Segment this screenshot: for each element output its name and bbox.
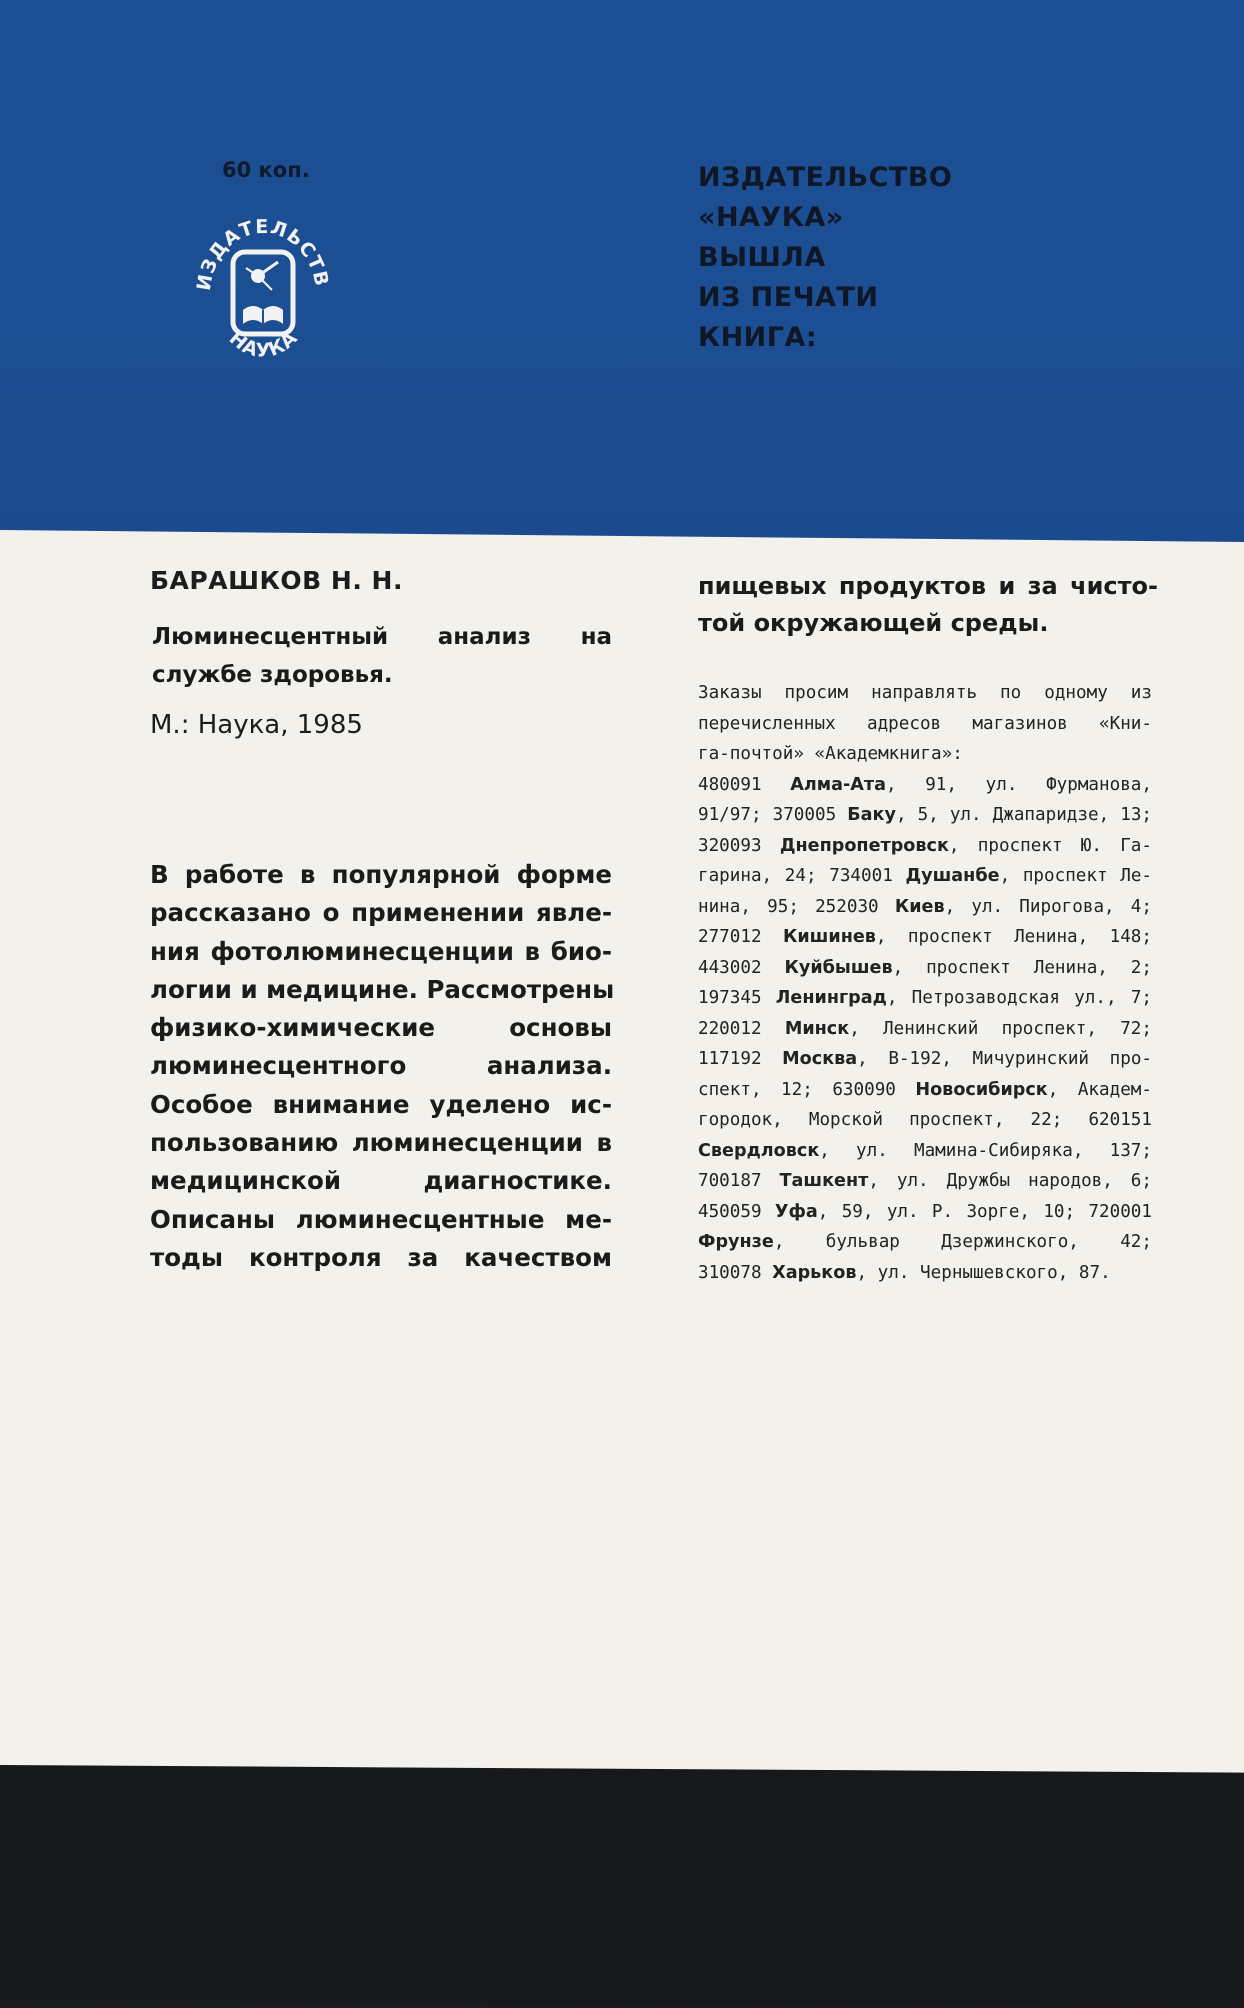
address-text: городок, Морской проспект, 22; 620151: [698, 1110, 1152, 1130]
address-text: , проспект Ле-: [999, 866, 1152, 886]
abstract-line: рассказано о применении явле-: [150, 898, 612, 928]
address-text: 277012: [698, 927, 783, 947]
address-line: [698, 953, 1152, 984]
address-text: , 59, ул. Р. Зорге, 10; 720001: [817, 1201, 1152, 1222]
city-name: Ленинград: [775, 988, 887, 1008]
city-name: Киев: [894, 896, 945, 917]
city-name: Алма-Ата: [790, 774, 886, 795]
orders-intro-line: перечисленных адресов магазинов «Кни-: [698, 713, 1152, 734]
abstract-line: той окружающей среды.: [698, 609, 1049, 637]
address-text: 91/97; 370005: [698, 805, 848, 825]
announcement-line: ВЫШЛА: [698, 242, 826, 273]
address-text: , проспект Ленина, 148;: [875, 927, 1152, 947]
address-text: , Петрозаводская ул., 7;: [886, 988, 1152, 1008]
city-name: Харьков: [772, 1262, 857, 1283]
address-text: , ул. Мамина-Сибиряка, 137;: [819, 1140, 1152, 1161]
address-text: , ул. Дружбы народов, 6;: [868, 1171, 1152, 1191]
address-line: [698, 1044, 1152, 1075]
abstract-line: В работе в популярной форме: [150, 860, 612, 889]
address-text: , бульвар Дзержинского, 42;: [773, 1232, 1152, 1252]
address-text: , Ленинский проспект, 72;: [849, 1018, 1152, 1039]
address-line: [698, 861, 1152, 892]
address-text: 320093: [698, 835, 780, 856]
announcement-line: «НАУКА»: [698, 202, 844, 233]
abstract-line: логии и медицине. Рассмотрены: [150, 974, 615, 1004]
address-text: нина, 95; 252030: [698, 896, 895, 917]
city-name: Новосибирск: [915, 1079, 1048, 1100]
book-title: Люминесцентный анализ на службе здоровья.: [152, 624, 612, 688]
abstract-continuation: [698, 568, 1158, 642]
address-text: , 91, ул. Фурманова,: [885, 774, 1152, 795]
abstract-line: Особое внимание уделено ис-: [150, 1089, 612, 1119]
book-author: БАРАШКОВ Н. Н.: [150, 566, 403, 595]
address-line: [698, 1258, 1152, 1289]
city-name: Баку: [847, 805, 896, 825]
announcement-line: ИЗ ПЕЧАТИ: [698, 282, 879, 313]
address-line: [698, 1197, 1152, 1228]
city-name: Уфа: [774, 1201, 818, 1222]
book-abstract: [150, 856, 615, 1277]
city-name: Свердловск: [698, 1140, 820, 1161]
abstract-line: тоды контроля за качеством: [150, 1242, 612, 1272]
address-line: [698, 800, 1152, 831]
publisher-announcement: [698, 158, 952, 358]
announcement-line: ИЗДАТЕЛЬСТВО: [698, 162, 953, 193]
address-text: , В-192, Мичуринский про-: [857, 1049, 1152, 1069]
address-text: 700187: [698, 1171, 780, 1191]
publisher-emblem-icon: [188, 200, 338, 390]
address-line: [698, 1227, 1152, 1258]
address-text: 220012: [698, 1018, 785, 1039]
abstract-line: ния фотолюминесценции в био-: [150, 936, 612, 966]
address-line: [698, 831, 1152, 862]
address-text: 310078: [698, 1262, 773, 1283]
address-text: гарина, 24; 734001: [698, 866, 906, 886]
address-line: [698, 922, 1152, 953]
address-line: [698, 892, 1152, 923]
order-addresses: [698, 678, 1152, 1288]
city-name: Москва: [782, 1049, 858, 1069]
address-line: [698, 983, 1152, 1014]
city-name: Днепропетровск: [779, 835, 949, 856]
abstract-line: пищевых продуктов и за чисто-: [698, 572, 1158, 600]
abstract-line: люминесцентного анализа.: [150, 1051, 612, 1081]
book-imprint: М.: Наука, 1985: [150, 710, 363, 740]
address-text: , проспект Ю. Га-: [948, 835, 1152, 856]
address-text: , проспект Ленина, 2;: [892, 957, 1152, 978]
orders-intro-line: га-почтой» «Академкнига»:: [698, 744, 963, 764]
announcement-line: КНИГА:: [698, 322, 818, 353]
address-text: , ул. Чернышевского, 87.: [856, 1262, 1111, 1283]
address-line: [698, 1075, 1152, 1106]
svg-text:ИЗДАТЕЛЬСТВО: ИЗДАТЕЛЬСТВ: [192, 215, 333, 293]
price-label: 60 коп.: [222, 158, 310, 182]
address-line: [698, 1014, 1152, 1045]
address-line: [698, 1136, 1152, 1167]
abstract-line: медицинской диагностике.: [150, 1166, 612, 1196]
address-text: 197345: [698, 988, 776, 1008]
address-line: [698, 770, 1152, 801]
address-text: спект, 12; 630090: [698, 1079, 916, 1100]
address-text: 443002: [698, 957, 785, 978]
abstract-line: Описаны люминесцентные ме-: [150, 1204, 612, 1234]
city-name: Минск: [784, 1018, 850, 1039]
address-line: [698, 1105, 1152, 1136]
address-text: , 5, ул. Джапаридзе, 13;: [895, 805, 1153, 825]
address-text: , Академ-: [1047, 1079, 1152, 1100]
abstract-line: пользованию люминесценции в: [150, 1128, 612, 1158]
city-name: Душанбе: [905, 866, 1000, 886]
orders-intro-line: Заказы просим направлять по одному из: [698, 683, 1152, 703]
address-text: 480091: [698, 774, 791, 795]
city-name: Фрунзе: [698, 1232, 774, 1252]
city-name: Кишинев: [782, 927, 876, 947]
address-text: 117192: [698, 1049, 783, 1069]
abstract-line: физико-химические основы: [150, 1013, 612, 1043]
address-text: 450059: [698, 1201, 775, 1222]
address-text: , ул. Пирогова, 4;: [944, 896, 1152, 917]
city-name: Ташкент: [779, 1171, 869, 1191]
address-line: [698, 1166, 1152, 1197]
svg-text:НАУКА: НАУКА: [224, 326, 303, 362]
city-name: Куйбышев: [784, 957, 893, 978]
